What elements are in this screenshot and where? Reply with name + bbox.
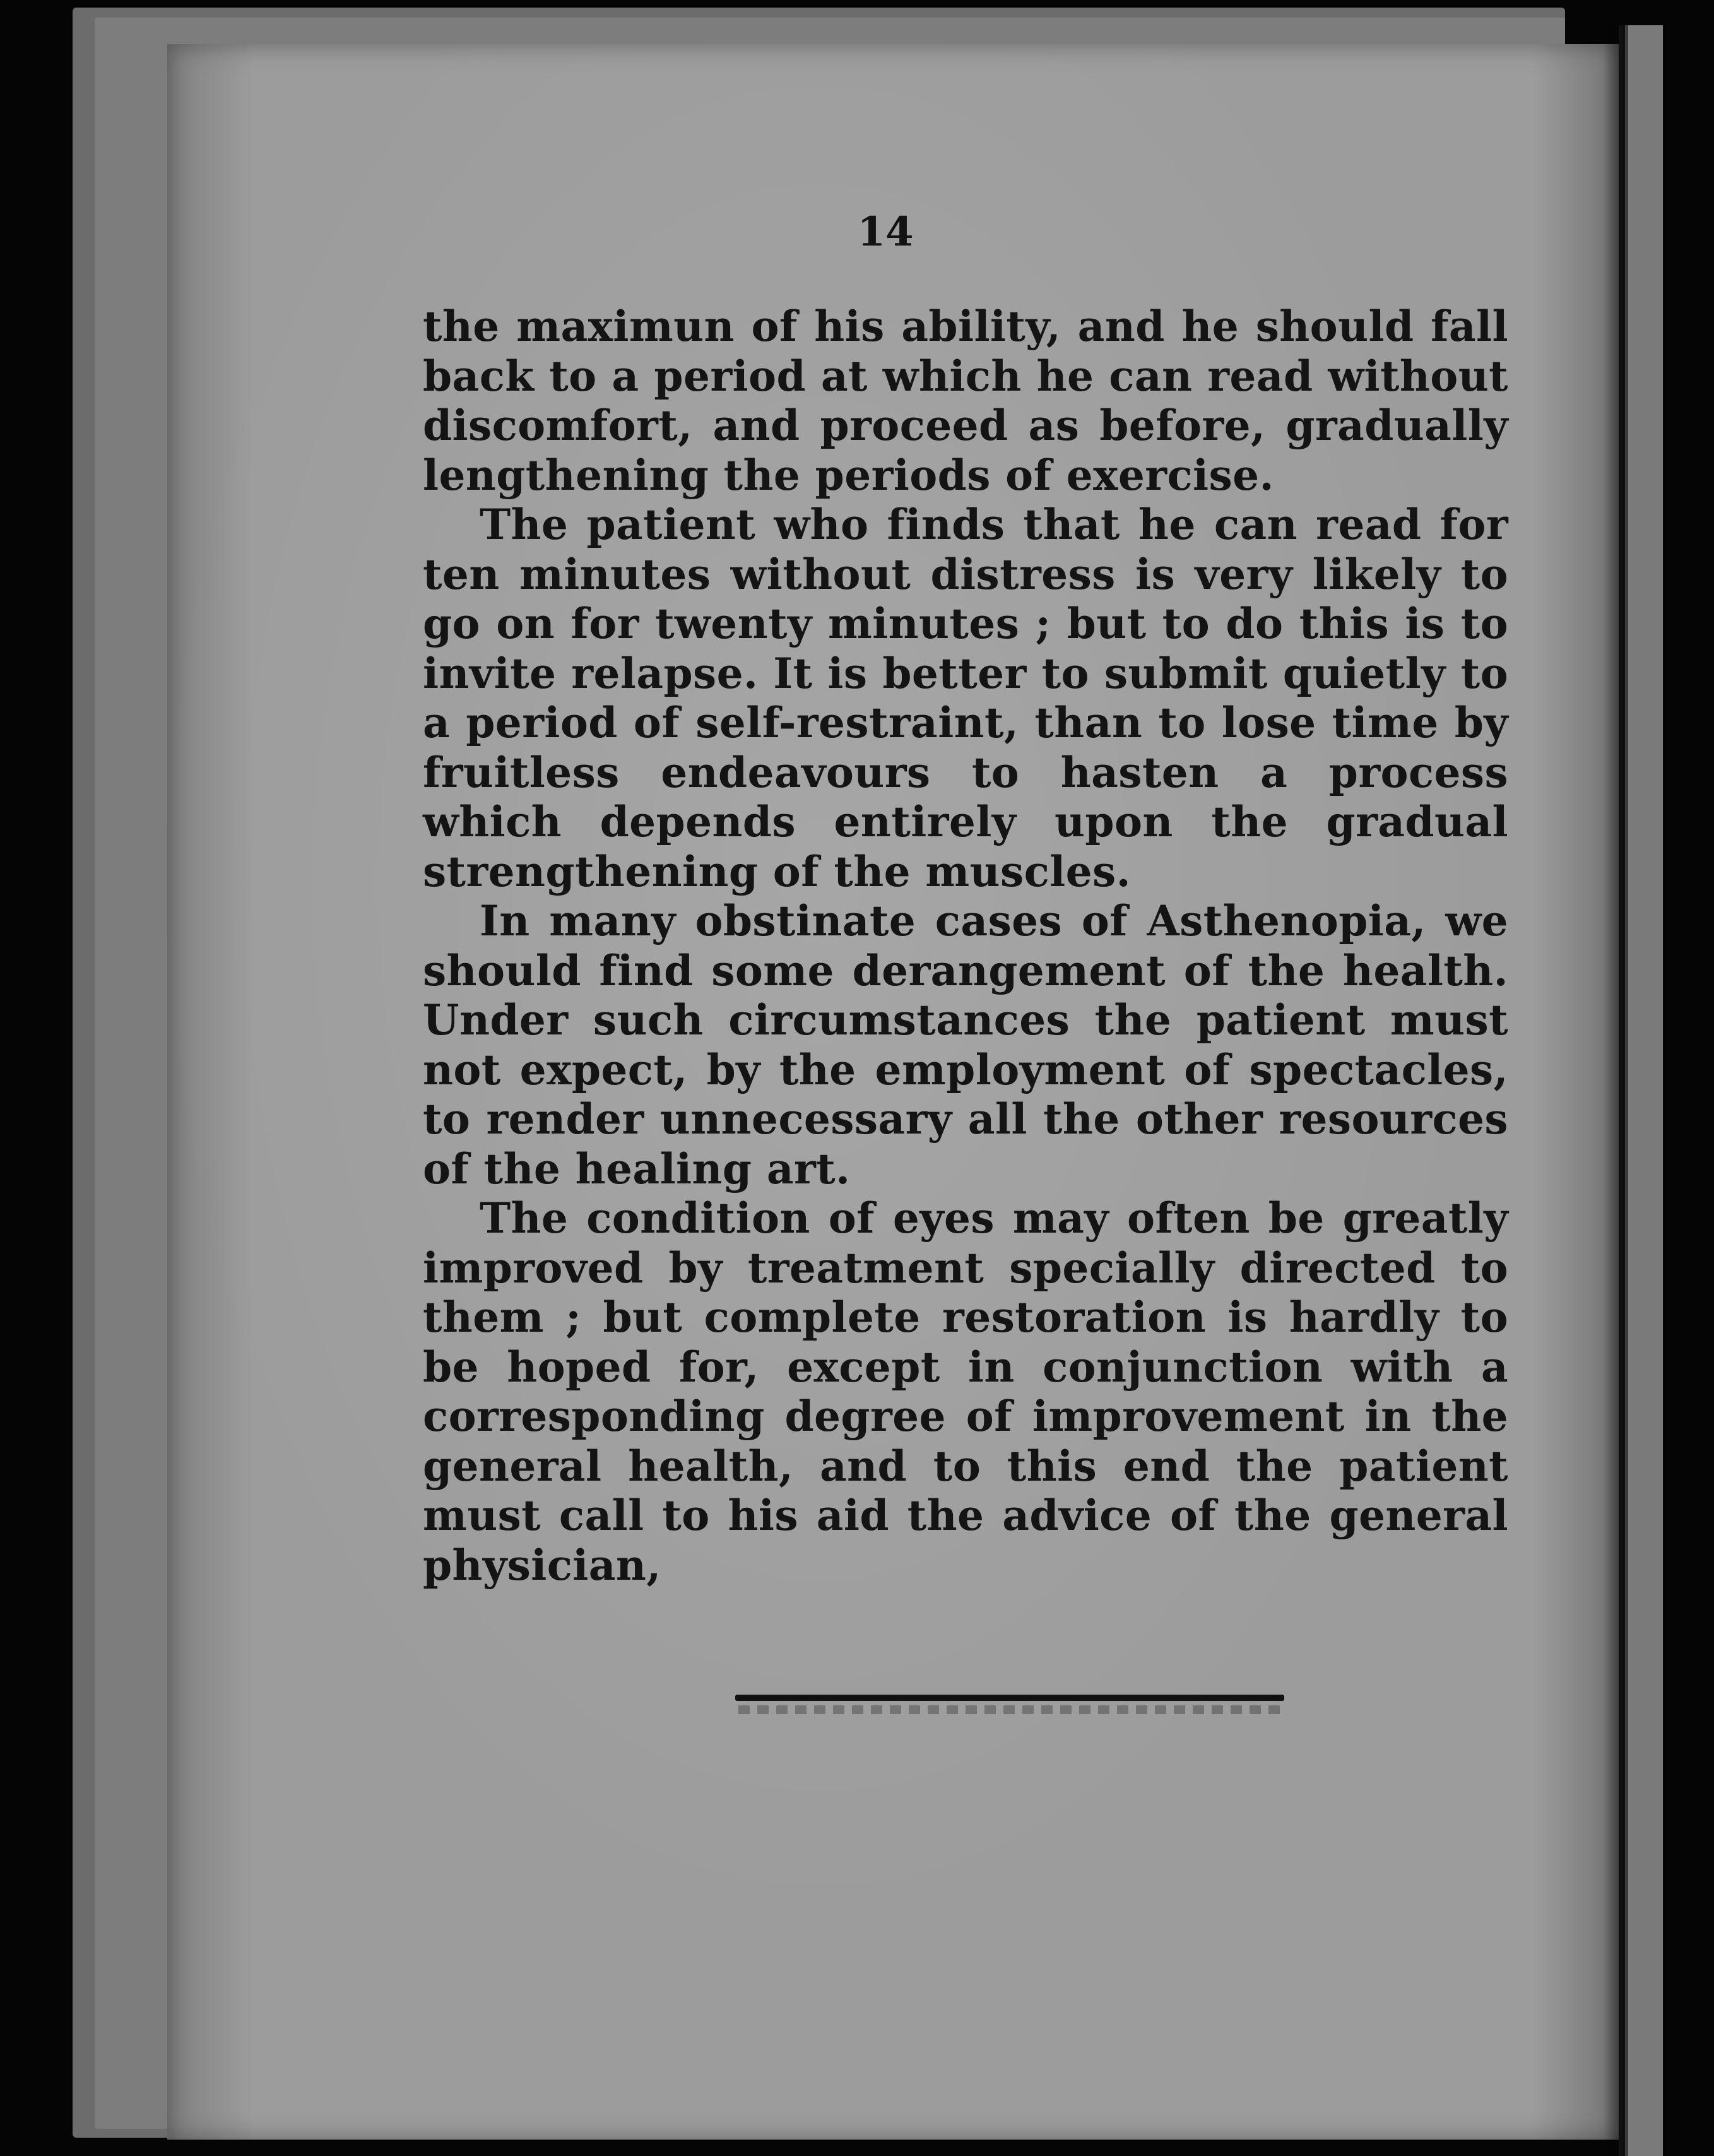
gutter-shadow (1603, 25, 1628, 2156)
paragraph-1: the maximun of his ability, and he should fall back to a period at which he can read without discomfort, and proceed as before, gradually lengthening the periods of exercise. (423, 302, 1508, 500)
paragraph-3: In many obstinate cases of Asthenopia, we should find some derangement of the health. Under such circumstances the patient must not expect, by the employment of spectacles, to render unnecessary all the other resources of the healing art. (423, 896, 1508, 1194)
paragraph-4: The condition of eyes may often be greatly improved by treatment specially directed to them ; but complete restoration is hardly to be hoped for, except in conjunction with a corresponding degree of improvement in the general health, and to this end the patient must call to his aid the advice of the general physician, (423, 1194, 1508, 1590)
end-rule (735, 1695, 1284, 1701)
end-rule-bleed (738, 1705, 1281, 1714)
body-text (423, 302, 1508, 1590)
page-number: 14 (857, 208, 914, 256)
paragraph-2: The patient who finds that he can read for ten minutes without distress is very likely to go on for twenty minutes ; but to do this is to invite relapse. It is better to submit quietly to a period of self-restraint, than to lose time by fruitless endeavours to hasten a process which depends entirely upon the gradual strengthening of the muscles. (423, 500, 1508, 896)
